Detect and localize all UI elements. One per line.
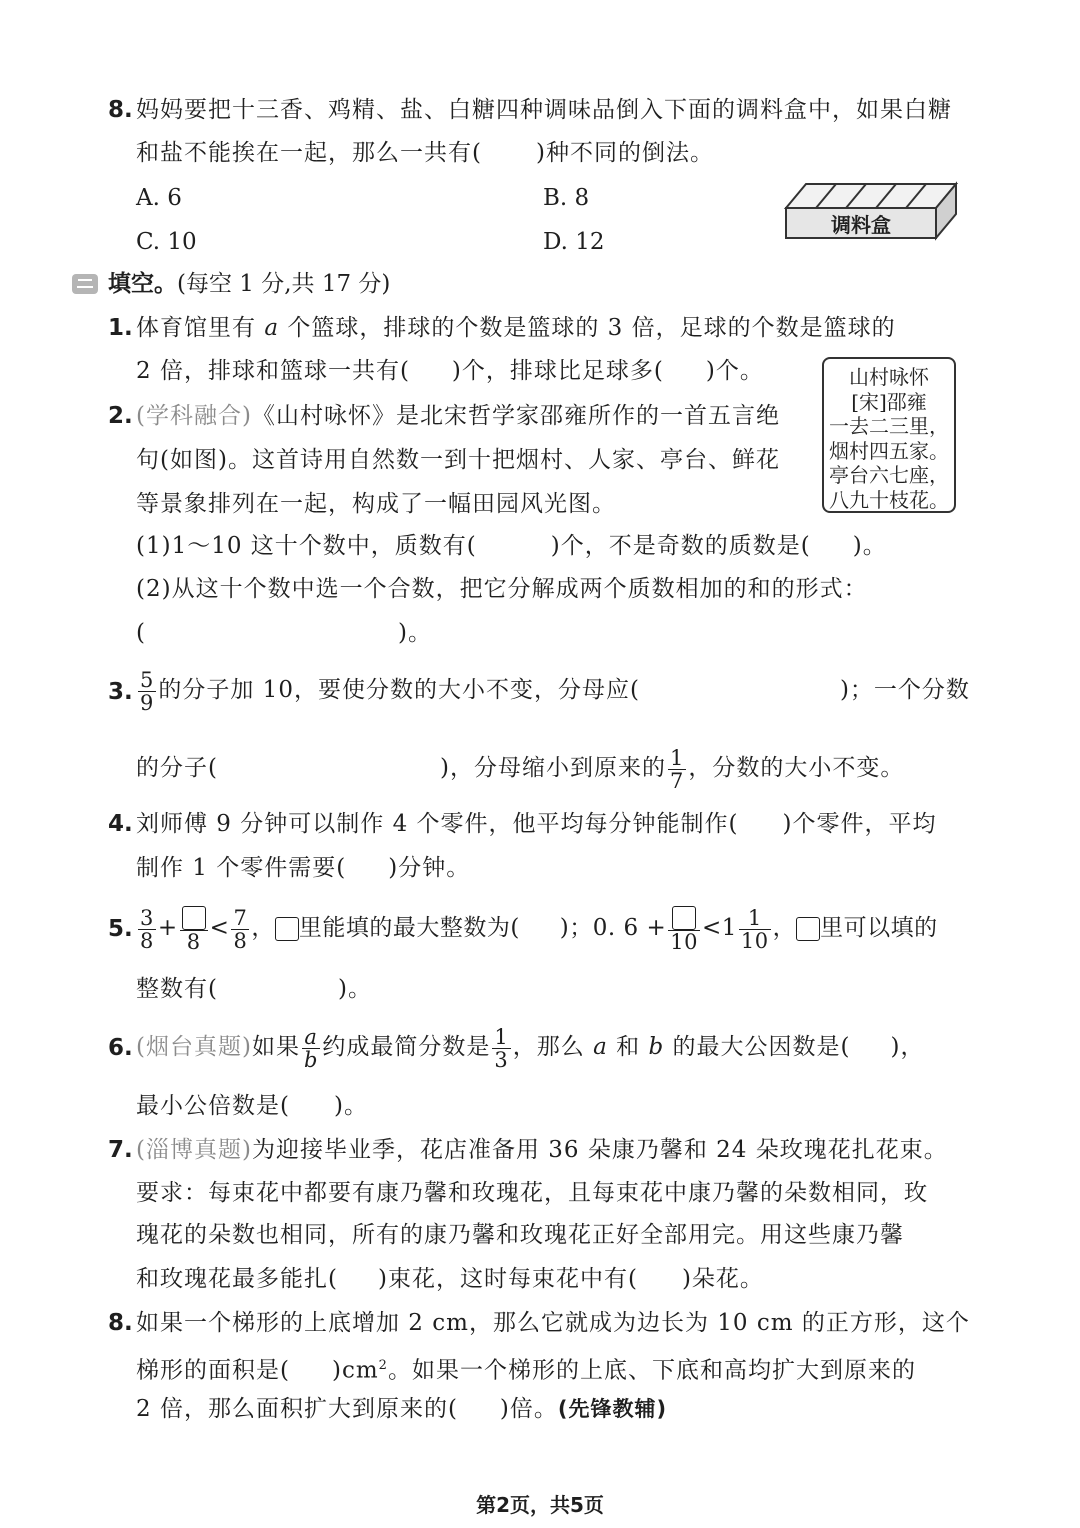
question-text: 等景象排列在一起，构成了一幅田园风光图。: [136, 491, 616, 517]
poem-box: [822, 357, 956, 513]
question-text: 2 倍，排球和篮球一共有( )个，排球比足球多( )个。: [136, 358, 764, 384]
q-number: 5.: [108, 916, 133, 942]
q-number: 8.: [108, 1310, 133, 1336]
section-number-icon: [72, 274, 98, 294]
blank-square: [182, 906, 206, 930]
fraction: 10: [668, 905, 700, 953]
fraction: $\frac{1}{10}$: [740, 905, 769, 953]
q-number: 1.: [108, 315, 133, 341]
q-number: 8.: [108, 97, 133, 123]
question-text: 句(如图)。这首诗用自然数一到十把烟村、人家、亭台、鲜花: [136, 447, 780, 473]
question-text: 体育馆里有 a 个篮球，排球的个数是篮球的 3 倍，足球的个数是篮球的: [136, 315, 896, 341]
question-text: 最小公倍数是( )。: [136, 1093, 368, 1119]
box-label: 调料盒: [831, 213, 891, 237]
question-text: ( )。: [136, 620, 432, 646]
source-label: (先锋教辅): [557, 1397, 668, 1421]
poem-line: 八九十枝花。: [829, 487, 949, 512]
question-text: 的分子( )，分母缩小到原来的 $\frac{1}{7}$ ，分数的大小不变。: [136, 745, 905, 793]
q-number: 2.: [108, 403, 133, 429]
q-number: 3.: [108, 679, 133, 705]
fraction: $\frac{7}{8}$: [233, 905, 248, 953]
fraction: 8: [180, 905, 208, 953]
question-text: 2 倍，那么面积扩大到原来的( )倍。(先锋教辅): [136, 1396, 668, 1422]
blank-square: [796, 917, 820, 941]
q-number: 7.: [108, 1137, 133, 1163]
section-title: 填空。(每空 1 分,共 17 分): [108, 271, 391, 297]
question-text: 和盐不能挨在一起，那么一共有( )种不同的倒法。: [136, 140, 714, 166]
question-text: 和玫瑰花最多能扎( )束花，这时每束花中有( )朵花。: [136, 1266, 764, 1292]
question-text: 如果一个梯形的上底增加 2 cm，那么它就成为边长为 10 cm 的正方形，这个: [136, 1310, 970, 1336]
question-text: 瑰花的朵数也相同，所有的康乃馨和玫瑰花正好全部用完。用这些康乃馨: [136, 1222, 904, 1248]
question-text: 制作 1 个零件需要( )分钟。: [136, 855, 471, 881]
poem-line: 亭台六七座，: [829, 463, 949, 487]
question-text: (淄博真题)为迎接毕业季，花店准备用 36 朵康乃馨和 24 朵玫瑰花扎花束。: [136, 1137, 948, 1163]
question-text: 刘师傅 9 分钟可以制作 4 个零件，他平均每分钟能制作( )个零件，平均: [136, 811, 937, 837]
blank-square: [275, 917, 299, 941]
option-a: A. 6: [136, 185, 182, 211]
question-text: $\frac{5}{9}$ 的分子加 10，要使分数的大小不变，分母应( )；一个分数: [140, 667, 970, 715]
blank-square: [672, 906, 696, 930]
poem-title: 山村咏怀: [849, 365, 929, 389]
page-number: 第2页，共5页: [476, 1493, 604, 1517]
q-number: 6.: [108, 1035, 133, 1061]
option-d: D. 12: [543, 229, 605, 255]
poem-author: [宋]邵雍: [851, 389, 927, 414]
question-text: 整数有( )。: [136, 976, 372, 1002]
question-text: (学科融合)《山村咏怀》是北宋哲学家邵雍所作的一首五言绝: [136, 403, 780, 429]
fraction: $\frac{3}{8}$: [140, 905, 154, 953]
question-text: (2)从这十个数中选一个合数，把它分解成两个质数相加的和的形式：: [136, 576, 868, 602]
fraction: $\frac{1}{7}$: [669, 745, 685, 793]
poem-line: 烟村四五家。: [829, 438, 949, 463]
poem-line: 一去二三里，: [829, 414, 949, 438]
question-text: 要求：每束花中都要有康乃馨和玫瑰花，且每束花中康乃馨的朵数相同，玫: [136, 1180, 928, 1206]
option-c: C. 10: [136, 229, 197, 255]
fraction: $\frac{5}{9}$: [140, 667, 155, 715]
question-text: 妈妈要把十三香、鸡精、盐、白糖四种调味品倒入下面的调料盒中，如果白糖: [136, 97, 952, 123]
question-text: 梯形的面积是( )$cm^2$。如果一个梯形的上底、下底和高均扩大到原来的: [136, 1357, 916, 1384]
question-text: (烟台真题)如果 $\frac{a}{b}$ 约成最简分数是 $\frac{1}{3}$ ，那么 a 和 b 的最大公因数是( )，: [136, 1024, 925, 1072]
fraction: $\frac{a}{b}$: [303, 1024, 319, 1072]
question-text: (1)1～10 这十个数中，质数有( )个，不是奇数的质数是( )。: [136, 533, 887, 559]
question-text: $\frac{3}{8}$ + 8 < $\frac{7}{8}$ ， 里能填的最大整数为( )；0. 6 + 10 <1 $\frac{1}{10}$ ， 里可以填的: [140, 905, 938, 954]
fraction: $\frac{1}{3}$: [494, 1024, 509, 1072]
option-b: B. 8: [543, 185, 590, 211]
q-number: 4.: [108, 811, 133, 837]
